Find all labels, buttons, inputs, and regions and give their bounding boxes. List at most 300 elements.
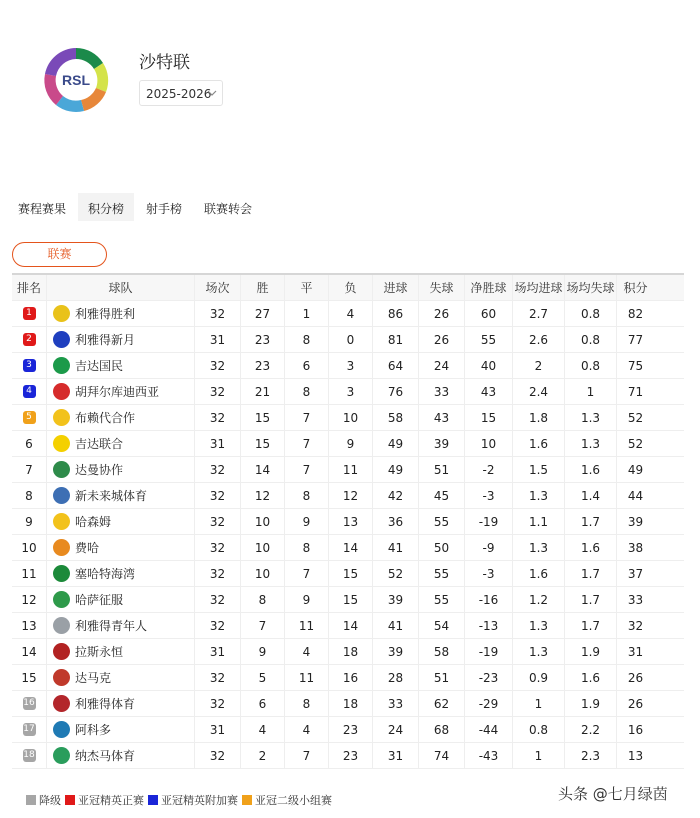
team-name[interactable]: 利雅得体育 [75, 696, 136, 711]
team-name[interactable]: 费哈 [75, 540, 100, 555]
cell-drawn: 4 [284, 717, 328, 742]
rank-number: 12 [21, 592, 37, 607]
cell-lost: 3 [328, 379, 372, 404]
col-rank: 排名 [16, 280, 41, 295]
cell-goals-for: 39 [372, 587, 418, 612]
season-value: 2025-2026 [146, 87, 212, 101]
table-row[interactable] [12, 379, 684, 405]
cell-lost: 4 [328, 301, 372, 326]
cell-played: 32 [194, 665, 240, 690]
cell-goals-against: 55 [418, 587, 464, 612]
cell-won: 7 [240, 613, 284, 638]
col-team: 球队 [46, 275, 194, 300]
cell-lost: 23 [328, 743, 372, 768]
team-name[interactable]: 布赖代合作 [75, 410, 136, 425]
team-crest-icon [53, 643, 70, 660]
cell-drawn: 9 [284, 509, 328, 534]
cell-goal-diff: -2 [464, 457, 512, 482]
cell-goals-against: 68 [418, 717, 464, 742]
rank-badge: 17 [23, 724, 35, 734]
cell-avg-conceded: 1.6 [564, 535, 616, 560]
cell-goals-for: 76 [372, 379, 418, 404]
cell-avg-scored: 1.6 [512, 561, 564, 586]
team-name[interactable]: 达马克 [75, 670, 112, 685]
team-name[interactable]: 吉达联合 [75, 436, 124, 451]
team-crest-icon [53, 669, 70, 686]
legend-label-acl-elite: 亚冠精英正赛 [78, 794, 144, 807]
cell-goal-diff: -29 [464, 691, 512, 716]
cell-goal-diff: -19 [464, 509, 512, 534]
cell-goal-diff: 60 [464, 301, 512, 326]
cell-rank [12, 743, 46, 768]
cell-team [46, 535, 194, 560]
team-crest-icon [53, 565, 70, 582]
team-crest-icon [53, 331, 70, 348]
cell-rank [12, 353, 46, 378]
cell-goals-against: 26 [418, 301, 464, 326]
table-row[interactable] [12, 613, 684, 639]
cell-drawn: 9 [284, 587, 328, 612]
cell-team [46, 405, 194, 430]
table-header [12, 275, 684, 301]
cell-goals-for: 64 [372, 353, 418, 378]
cell-lost: 3 [328, 353, 372, 378]
cell-goal-diff: 15 [464, 405, 512, 430]
cell-drawn: 4 [284, 639, 328, 664]
team-name[interactable]: 利雅得青年人 [75, 618, 148, 633]
rank-number: 6 [25, 436, 33, 451]
season-select[interactable] [139, 80, 223, 106]
team-crest-icon [53, 383, 70, 400]
cell-avg-scored: 1.3 [512, 483, 564, 508]
cell-avg-conceded: 1 [564, 379, 616, 404]
cell-lost: 15 [328, 561, 372, 586]
cell-goals-against: 43 [418, 405, 464, 430]
tab-transfers[interactable]: 联赛转会 [204, 202, 253, 216]
page-title: 沙特联 [139, 53, 190, 73]
cell-won: 14 [240, 457, 284, 482]
cell-points: 82 [616, 301, 654, 326]
cell-team [46, 483, 194, 508]
cell-played: 32 [194, 353, 240, 378]
cell-drawn: 8 [284, 483, 328, 508]
cell-played: 32 [194, 483, 240, 508]
cell-rank [12, 405, 46, 430]
cell-won: 6 [240, 691, 284, 716]
table-row[interactable] [12, 431, 684, 457]
cell-lost: 14 [328, 535, 372, 560]
cell-won: 12 [240, 483, 284, 508]
cell-rank [12, 665, 46, 690]
cell-played: 32 [194, 457, 240, 482]
cell-rank [12, 587, 46, 612]
rank-badge: 5 [23, 411, 36, 424]
cell-drawn: 7 [284, 561, 328, 586]
col-won: 胜 [240, 275, 284, 300]
cell-team [46, 327, 194, 352]
rank-number: 7 [25, 462, 33, 477]
cell-goals-against: 51 [418, 665, 464, 690]
cell-goals-for: 42 [372, 483, 418, 508]
cell-rank [12, 509, 46, 534]
cell-goal-diff: -3 [464, 483, 512, 508]
cell-drawn: 7 [284, 743, 328, 768]
cell-avg-conceded: 1.9 [564, 691, 616, 716]
cell-rank [12, 535, 46, 560]
tab-schedule[interactable]: 赛程赛果 [18, 202, 67, 216]
team-crest-icon [53, 305, 70, 322]
cell-goals-for: 36 [372, 509, 418, 534]
table-row[interactable] [12, 743, 684, 769]
cell-rank [12, 379, 46, 404]
zone-legend [26, 792, 336, 808]
col-goals-against: 失球 [418, 275, 464, 300]
table-row[interactable] [12, 535, 684, 561]
cell-goals-for: 41 [372, 535, 418, 560]
cell-played: 31 [194, 431, 240, 456]
cell-goals-for: 49 [372, 431, 418, 456]
cell-points: 77 [616, 327, 654, 352]
table-row[interactable] [12, 665, 684, 691]
col-goals-for: 进球 [372, 275, 418, 300]
cell-avg-conceded: 1.7 [564, 587, 616, 612]
team-crest-icon [53, 539, 70, 556]
cell-goals-for: 81 [372, 327, 418, 352]
cell-goals-for: 49 [372, 457, 418, 482]
cell-won: 23 [240, 353, 284, 378]
cell-goals-against: 45 [418, 483, 464, 508]
cell-drawn: 1 [284, 301, 328, 326]
table-row[interactable] [12, 405, 684, 431]
cell-team [46, 665, 194, 690]
cell-goal-diff: -44 [464, 717, 512, 742]
cell-goals-for: 39 [372, 639, 418, 664]
cell-won: 4 [240, 717, 284, 742]
team-name[interactable]: 胡拜尔库迪西亚 [75, 384, 160, 399]
team-name[interactable]: 达曼协作 [75, 462, 124, 477]
cell-goals-against: 55 [418, 561, 464, 586]
team-name[interactable]: 利雅得新月 [75, 332, 136, 347]
rank-number: 15 [21, 670, 37, 685]
cell-team [46, 379, 194, 404]
team-name[interactable]: 纳杰马体育 [75, 748, 136, 763]
col-goal-diff: 净胜球 [464, 275, 512, 300]
cell-rank [12, 457, 46, 482]
rank-badge: 16 [23, 698, 35, 708]
table-row[interactable] [12, 457, 684, 483]
cell-goals-against: 33 [418, 379, 464, 404]
cell-avg-conceded: 2.2 [564, 717, 616, 742]
team-crest-icon [53, 747, 70, 764]
team-name[interactable]: 阿科多 [75, 722, 112, 737]
cell-goal-diff: -9 [464, 535, 512, 560]
team-crest-icon [53, 357, 70, 374]
team-crest-icon [53, 409, 70, 426]
team-crest-icon [53, 617, 70, 634]
cell-lost: 18 [328, 639, 372, 664]
col-avg-conceded: 场均失球 [564, 275, 616, 300]
cell-goal-diff: -19 [464, 639, 512, 664]
cell-goals-for: 86 [372, 301, 418, 326]
cell-points: 52 [616, 431, 654, 456]
cell-avg-scored: 1.1 [512, 509, 564, 534]
cell-lost: 13 [328, 509, 372, 534]
cell-drawn: 6 [284, 353, 328, 378]
col-drawn: 平 [284, 275, 328, 300]
rank-badge: 1 [23, 307, 36, 320]
cell-avg-conceded: 1.3 [564, 405, 616, 430]
cell-goals-against: 58 [418, 639, 464, 664]
cell-goal-diff: -3 [464, 561, 512, 586]
cell-lost: 18 [328, 691, 372, 716]
cell-avg-scored: 1.5 [512, 457, 564, 482]
tab-standings[interactable]: 积分榜 [78, 193, 134, 221]
cell-rank [12, 561, 46, 586]
col-lost: 负 [328, 275, 372, 300]
table-row[interactable] [12, 509, 684, 535]
team-name[interactable]: 吉达国民 [75, 358, 124, 373]
cell-rank [12, 691, 46, 716]
cell-avg-conceded: 0.8 [564, 301, 616, 326]
cell-lost: 15 [328, 587, 372, 612]
table-row[interactable] [12, 561, 684, 587]
team-name[interactable]: 拉斯永恒 [75, 644, 124, 659]
cell-played: 32 [194, 535, 240, 560]
cell-drawn: 8 [284, 379, 328, 404]
table-row[interactable] [12, 327, 684, 353]
cell-rank [12, 639, 46, 664]
cell-avg-scored: 1.8 [512, 405, 564, 430]
cell-team [46, 457, 194, 482]
cell-goals-for: 24 [372, 717, 418, 742]
team-name[interactable]: 利雅得胜利 [75, 306, 136, 321]
cell-rank [12, 301, 46, 326]
cell-points: 26 [616, 691, 654, 716]
cell-goals-against: 55 [418, 509, 464, 534]
cell-avg-conceded: 1.3 [564, 431, 616, 456]
table-row[interactable] [12, 691, 684, 717]
team-crest-icon [53, 513, 70, 530]
col-played: 场次 [194, 275, 240, 300]
cell-goal-diff: -16 [464, 587, 512, 612]
rank-number: 8 [25, 488, 33, 503]
legend-swatch-acl-playoff [148, 795, 158, 805]
logo-text: RSL [62, 72, 90, 88]
cell-team [46, 301, 194, 326]
legend-swatch-acl-elite [65, 795, 75, 805]
rank-badge: 18 [23, 750, 35, 760]
cell-team [46, 431, 194, 456]
cell-won: 10 [240, 535, 284, 560]
cell-points: 39 [616, 509, 654, 534]
team-crest-icon [53, 721, 70, 738]
league-filter-button[interactable]: 联赛 [12, 242, 107, 267]
team-crest-icon [53, 435, 70, 452]
cell-drawn: 7 [284, 457, 328, 482]
cell-goals-against: 74 [418, 743, 464, 768]
cell-won: 15 [240, 405, 284, 430]
cell-rank [12, 431, 46, 456]
nav-tabs [8, 193, 262, 221]
cell-played: 31 [194, 717, 240, 742]
cell-points: 31 [616, 639, 654, 664]
legend-swatch-relegation [26, 795, 36, 805]
cell-avg-conceded: 1.6 [564, 665, 616, 690]
team-crest-icon [53, 487, 70, 504]
cell-goal-diff: -43 [464, 743, 512, 768]
cell-drawn: 11 [284, 665, 328, 690]
cell-points: 26 [616, 665, 654, 690]
chevron-down-icon [206, 87, 218, 99]
cell-goals-against: 50 [418, 535, 464, 560]
team-crest-icon [53, 591, 70, 608]
cell-won: 23 [240, 327, 284, 352]
cell-team [46, 613, 194, 638]
cell-lost: 9 [328, 431, 372, 456]
cell-avg-conceded: 1.7 [564, 509, 616, 534]
cell-played: 32 [194, 301, 240, 326]
table-row[interactable] [12, 639, 684, 665]
cell-points: 33 [616, 587, 654, 612]
cell-team [46, 717, 194, 742]
cell-played: 32 [194, 587, 240, 612]
cell-avg-scored: 1 [512, 691, 564, 716]
team-name[interactable]: 塞哈特海湾 [75, 566, 136, 581]
cell-drawn: 8 [284, 535, 328, 560]
cell-won: 27 [240, 301, 284, 326]
rank-number: 13 [21, 618, 37, 633]
team-crest-icon [53, 695, 70, 712]
cell-avg-scored: 1.6 [512, 431, 564, 456]
cell-points: 16 [616, 717, 654, 742]
cell-avg-conceded: 1.7 [564, 613, 616, 638]
table-row[interactable] [12, 587, 684, 613]
cell-played: 32 [194, 405, 240, 430]
table-row[interactable] [12, 717, 684, 743]
rank-number: 11 [21, 566, 37, 581]
cell-goals-for: 58 [372, 405, 418, 430]
cell-goal-diff: 40 [464, 353, 512, 378]
cell-points: 13 [616, 743, 654, 768]
cell-points: 38 [616, 535, 654, 560]
cell-team [46, 561, 194, 586]
cell-lost: 0 [328, 327, 372, 352]
cell-avg-scored: 1 [512, 743, 564, 768]
cell-lost: 16 [328, 665, 372, 690]
cell-goals-for: 28 [372, 665, 418, 690]
cell-avg-scored: 2.6 [512, 327, 564, 352]
standings-table [12, 273, 684, 769]
cell-lost: 10 [328, 405, 372, 430]
cell-goals-against: 62 [418, 691, 464, 716]
cell-goal-diff: 55 [464, 327, 512, 352]
cell-played: 32 [194, 743, 240, 768]
cell-avg-scored: 0.9 [512, 665, 564, 690]
cell-goals-for: 31 [372, 743, 418, 768]
team-name[interactable]: 新未来城体育 [75, 488, 148, 503]
cell-goals-against: 54 [418, 613, 464, 638]
cell-drawn: 8 [284, 691, 328, 716]
cell-avg-scored: 1.2 [512, 587, 564, 612]
cell-goal-diff: -23 [464, 665, 512, 690]
team-name[interactable]: 哈萨征服 [75, 592, 124, 607]
rank-number: 14 [21, 644, 37, 659]
cell-team [46, 691, 194, 716]
rank-badge: 4 [23, 385, 36, 398]
cell-drawn: 7 [284, 431, 328, 456]
cell-team [46, 587, 194, 612]
table-body [12, 301, 684, 769]
rank-number: 9 [25, 514, 33, 529]
cell-drawn: 7 [284, 405, 328, 430]
cell-team [46, 743, 194, 768]
watermark: 头条 @七月绿茵 [558, 785, 668, 803]
table-row[interactable] [12, 301, 684, 327]
cell-goals-against: 24 [418, 353, 464, 378]
cell-rank [12, 483, 46, 508]
cell-won: 15 [240, 431, 284, 456]
cell-played: 32 [194, 379, 240, 404]
cell-goals-for: 33 [372, 691, 418, 716]
cell-avg-scored: 2.7 [512, 301, 564, 326]
cell-lost: 11 [328, 457, 372, 482]
cell-won: 9 [240, 639, 284, 664]
league-logo [40, 44, 112, 116]
cell-rank [12, 327, 46, 352]
cell-played: 32 [194, 561, 240, 586]
cell-played: 31 [194, 327, 240, 352]
cell-won: 10 [240, 561, 284, 586]
cell-avg-scored: 0.8 [512, 717, 564, 742]
cell-goals-for: 41 [372, 613, 418, 638]
cell-avg-conceded: 2.3 [564, 743, 616, 768]
cell-avg-conceded: 1.9 [564, 639, 616, 664]
cell-goal-diff: 10 [464, 431, 512, 456]
cell-played: 32 [194, 509, 240, 534]
cell-played: 32 [194, 691, 240, 716]
cell-lost: 12 [328, 483, 372, 508]
cell-points: 32 [616, 613, 654, 638]
team-crest-icon [53, 461, 70, 478]
cell-points: 52 [616, 405, 654, 430]
legend-swatch-acl2 [242, 795, 252, 805]
tab-scorers[interactable]: 射手榜 [146, 202, 183, 216]
legend-label-acl2: 亚冠二级小组赛 [255, 794, 332, 807]
cell-team [46, 639, 194, 664]
table-row[interactable] [12, 483, 684, 509]
cell-lost: 23 [328, 717, 372, 742]
col-avg-scored: 场均进球 [512, 275, 564, 300]
cell-avg-conceded: 0.8 [564, 327, 616, 352]
cell-rank [12, 613, 46, 638]
rank-badge: 3 [23, 359, 36, 372]
cell-won: 5 [240, 665, 284, 690]
cell-goal-diff: 43 [464, 379, 512, 404]
cell-goals-for: 52 [372, 561, 418, 586]
cell-points: 49 [616, 457, 654, 482]
cell-avg-conceded: 1.6 [564, 457, 616, 482]
legend-label-relegation: 降级 [39, 794, 61, 807]
cell-drawn: 8 [284, 327, 328, 352]
table-row[interactable] [12, 353, 684, 379]
cell-won: 10 [240, 509, 284, 534]
legend-label-acl-playoff: 亚冠精英附加赛 [161, 794, 238, 807]
team-name[interactable]: 哈森姆 [75, 514, 112, 529]
cell-won: 8 [240, 587, 284, 612]
cell-points: 44 [616, 483, 654, 508]
cell-won: 2 [240, 743, 284, 768]
cell-won: 21 [240, 379, 284, 404]
